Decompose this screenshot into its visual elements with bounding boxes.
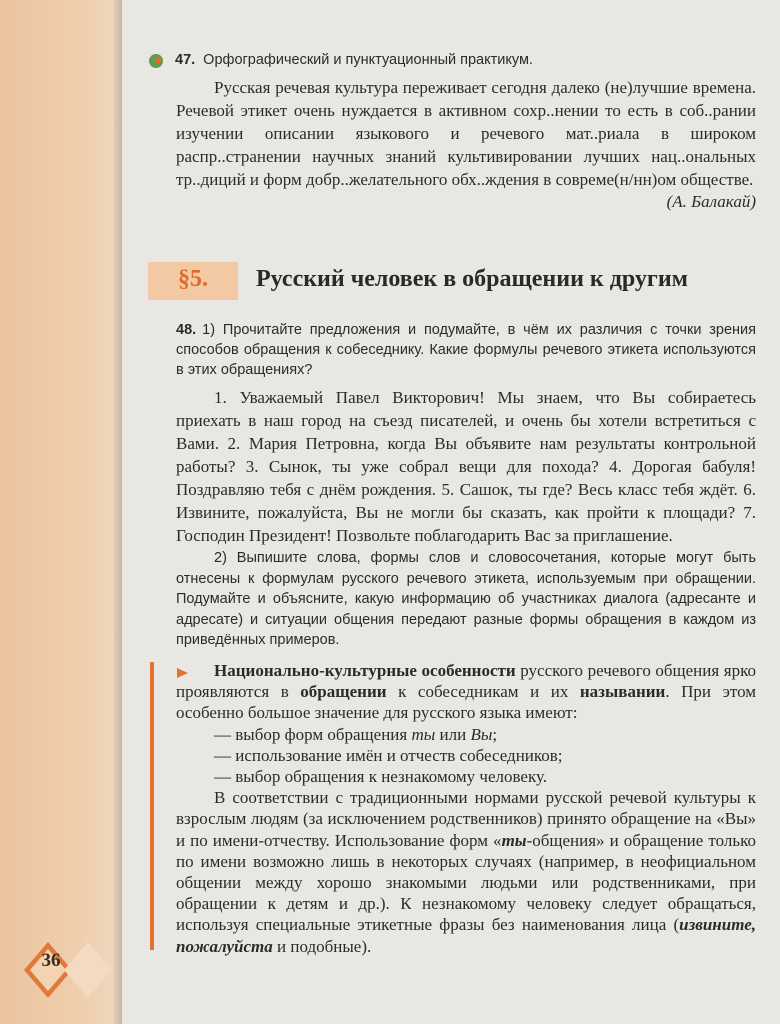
exercise-48-task-1-text: 1) Прочитайте предложения и подумайте, в чём их различия с точки зрения способов обращения к собеседнику. Какие формулы речевого этикета используются в этих обращениях?: [176, 322, 756, 378]
rule-p2-part-1: В соответствии с традиционными нормами русской речевой культуры к взрослым людям (за исключением родственников) принято обращение на «Вы» и по имени-отчеству. Использование форм «: [176, 788, 756, 850]
rule-item-1-text: — выбор форм обращения: [214, 724, 412, 744]
rule-term-address: обращении: [300, 682, 387, 702]
exercise-47-heading: [148, 52, 768, 68]
page-number: 36: [41, 950, 61, 971]
rule-item-1-end: ;: [492, 724, 498, 744]
exercise-48-task-1: [176, 320, 756, 380]
rule-list-item-3: — выбор обращения к незнакомому человеку.: [214, 767, 548, 787]
rule-p2-part-3: и подобные).: [272, 936, 372, 956]
exercise-48-sentences: 1. Уважаемый Павел Викторович! Мы знаем, что Вы собираетесь приехать в наш город на съезд писателей, и очень бы хотели встретиться с Вами. 2. Мария Петровна, когда Вы объявите нам результаты контрольной работы? 3. Сынок, ты уже собрал вещи для похода? 4. Дорогая бабуля! Поздравляю тебя с днём рождения. 5. Сашок, ты где? Весь класс тебя ждёт. 6. Извините, пожалуйста, Вы не могли бы сказать, как пройти к площади? 7. Господин Президент! Позвольте поблагодарить Вас за приглашение.: [176, 388, 756, 545]
rule-term-naming: назывании: [579, 682, 666, 702]
rule-intro: [176, 660, 756, 724]
rule-item-1-vy: Вы: [470, 724, 493, 744]
rule-intro-part-3: . При этом особенно большое значение для русского языка имеют:: [176, 682, 757, 723]
exercise-47-author: (А. Балакай): [666, 192, 756, 211]
rule-accent-line: [150, 662, 154, 950]
exercise-47-number: 47.: [175, 52, 196, 68]
rule-p2-ty: ты: [501, 830, 527, 850]
rule-block: [176, 660, 756, 957]
rule-item-1-ty: ты: [411, 724, 436, 744]
exercise-48-number: 48.: [176, 322, 197, 338]
rule-term-features: Национально-культурные особенности: [214, 661, 516, 680]
section-number: §5.: [178, 266, 208, 292]
exercise-47-text: Русская речевая культура переживает сегодня далеко (не)лучшие времена. Речевой этикет очень нуждается в активном сохр..нении то есть в соб..рании изучении описании языкового и речевого мат..риала в широком распр..странении научных знаний культивировании лучших нац..ональных тр..диций и форм добр..желательного обх..ждения в совреме(н/нн)ом обществе.: [176, 78, 756, 189]
exercise-47-title: Орфографический и пунктуационный практикум.: [203, 52, 533, 68]
rule-list-item-2: — использование имён и отчеств собеседников;: [214, 745, 563, 765]
rule-p2-part-2: -общения» и обращение только по имени возможно лишь в некоторых случаях (например, в неофициальном общении между хорошо знакомыми людьми или родственниками, при обращении к детям и др.). К незнакомому человеку следует обращаться, используя специальные этикетные фразы без наименования лица (: [176, 830, 756, 935]
section-title: Русский человек в обращении к другим: [256, 266, 688, 292]
rule-list-item-1: [176, 724, 756, 745]
exercise-48-task-2: 2) Выпишите слова, формы слов и словосочетания, которые могут быть отнесены к формулам русского речевого этикета, используемым при обращении. Подумайте и объясните, какую информацию об участниках диалога (адресанте и адресате) и ситуации общения передают разные формы обращения в каждом из приведённых примеров.: [176, 550, 756, 649]
rule-p2-example: извините, пожалуйста: [176, 915, 756, 956]
rule-paragraph-2: [176, 787, 756, 957]
rule-intro-part-1: русского речевого общения ярко проявляются в: [176, 661, 756, 702]
rule-intro-part-2: к собеседникам и их: [386, 682, 580, 702]
rule-item-1-or: или: [435, 724, 471, 744]
practice-icon: [148, 53, 164, 69]
